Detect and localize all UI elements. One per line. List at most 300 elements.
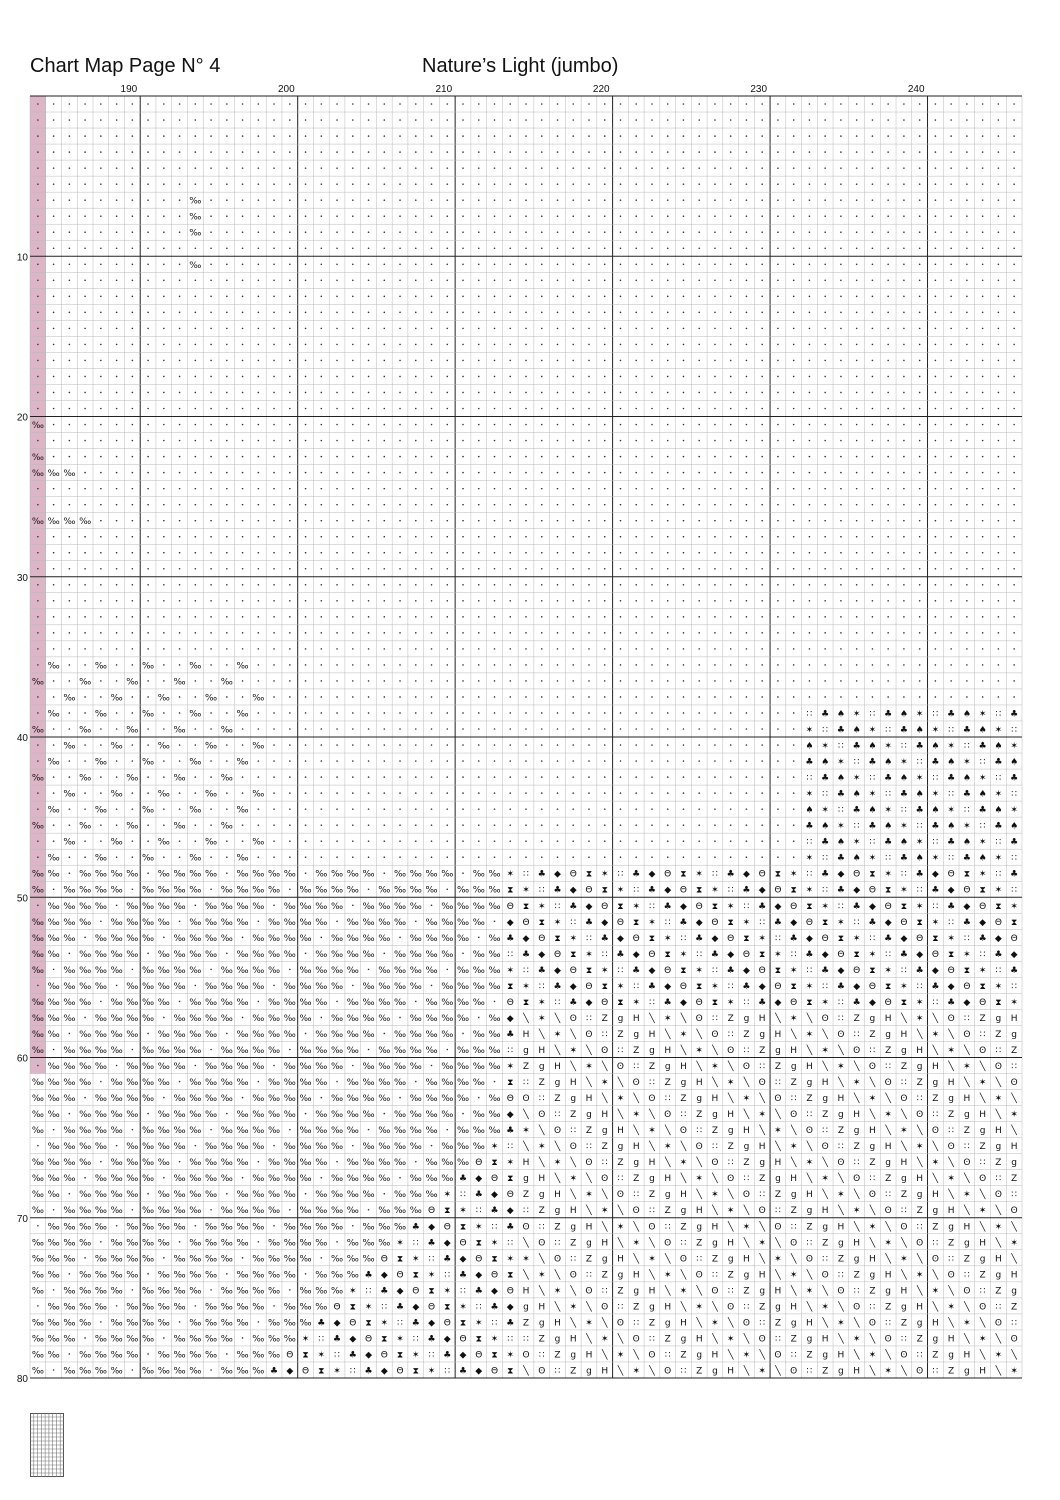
cell-symbol: ‰ — [94, 1142, 107, 1153]
cell-symbol: ‰ — [252, 1126, 265, 1137]
cell-symbol: ‰ — [189, 661, 202, 672]
cell-symbol: ╲ — [995, 1078, 1002, 1089]
cell-symbol: ╲ — [539, 1126, 545, 1137]
cell-dot — [966, 584, 968, 586]
cell-dot — [966, 536, 968, 538]
cell-dot — [336, 728, 338, 730]
cell-dot — [37, 328, 39, 330]
cell-dot — [714, 456, 716, 458]
cell-dot — [462, 424, 464, 426]
cell-symbol: ╲ — [586, 1206, 592, 1217]
cell-dot — [998, 103, 1000, 105]
cell-symbol: ╲ — [743, 1078, 750, 1089]
cell-symbol: ‰ — [79, 965, 92, 976]
cell-dot — [525, 616, 527, 618]
cell-symbol: ‰ — [346, 1110, 359, 1121]
cell-dot — [856, 183, 858, 185]
cell-symbol: ╲ — [790, 1286, 797, 1297]
cell-dot — [305, 151, 307, 153]
cell-symbol: ◆ — [459, 1254, 467, 1265]
cell-dot — [509, 568, 511, 570]
cell-symbol: ✶ — [963, 821, 971, 832]
cell-dot — [399, 536, 401, 538]
cell-dot — [935, 183, 937, 185]
cell-dot — [809, 328, 811, 330]
cell-dot — [1013, 520, 1015, 522]
cell-symbol: ✶ — [837, 917, 845, 928]
cell-dot — [950, 135, 952, 137]
cell-dot — [714, 215, 716, 217]
cell-symbol: ∷ — [759, 1318, 766, 1329]
cell-dot — [242, 568, 244, 570]
cell-dot — [1013, 119, 1015, 121]
cell-symbol: ∷ — [712, 1013, 718, 1024]
cell-dot — [919, 247, 921, 249]
cell-dot — [100, 840, 102, 842]
cell-symbol: ✶ — [789, 965, 798, 976]
cell-dot — [258, 920, 260, 922]
cell-dot — [431, 616, 433, 618]
cell-symbol: ∷ — [995, 1174, 1002, 1185]
cell-dot — [478, 616, 480, 618]
cell-symbol: g — [743, 1270, 750, 1281]
cell-symbol: ʘ — [805, 1126, 813, 1137]
cell-dot — [383, 792, 385, 794]
cell-dot — [446, 616, 448, 618]
cell-dot — [446, 376, 448, 378]
cell-dot — [179, 312, 181, 314]
cell-symbol: ‰ — [236, 965, 249, 976]
cell-symbol: ✶ — [585, 1318, 593, 1329]
cell-dot — [714, 696, 716, 698]
cell-dot — [494, 824, 496, 826]
cell-dot — [730, 440, 732, 442]
cell-symbol: ‰ — [425, 965, 438, 976]
cell-symbol: ‰ — [126, 901, 139, 912]
cell-symbol: ‰ — [189, 933, 202, 944]
cell-dot — [321, 696, 323, 698]
cell-dot — [777, 808, 779, 810]
cell-dot — [714, 744, 716, 746]
cell-symbol: Θ — [664, 965, 672, 976]
cell-dot — [226, 1353, 228, 1355]
cell-symbol: Θ — [774, 981, 782, 992]
cell-dot — [195, 440, 197, 442]
cell-dot — [557, 183, 559, 185]
cell-symbol: ⧗ — [538, 917, 545, 928]
cell-dot — [683, 552, 685, 554]
cell-symbol: ‰ — [252, 789, 265, 800]
cell-symbol: ╲ — [885, 1126, 891, 1137]
cell-symbol: ʘ — [774, 1094, 782, 1105]
cell-dot — [116, 760, 118, 762]
cell-dot — [383, 680, 385, 682]
cell-symbol: ╲ — [539, 1029, 545, 1040]
cell-symbol: ‰ — [283, 1302, 296, 1313]
cell-dot — [289, 247, 291, 249]
cell-dot — [635, 344, 637, 346]
cell-dot — [494, 632, 496, 634]
cell-dot — [1013, 135, 1015, 137]
cell-dot — [935, 600, 937, 602]
cell-dot — [635, 744, 637, 746]
cell-symbol: ‰ — [157, 1302, 170, 1313]
cell-dot — [289, 328, 291, 330]
cell-dot — [541, 680, 543, 682]
cell-symbol: ♣ — [317, 1318, 326, 1329]
cell-dot — [289, 584, 291, 586]
cell-symbol: ╲ — [838, 1206, 844, 1217]
cell-dot — [132, 536, 134, 538]
cell-dot — [258, 600, 260, 602]
cell-dot — [305, 520, 307, 522]
cell-dot — [651, 215, 653, 217]
cell-dot — [383, 199, 385, 201]
cell-dot — [273, 119, 275, 121]
cell-dot — [572, 632, 574, 634]
cell-symbol: ✶ — [821, 901, 829, 912]
cell-dot — [777, 632, 779, 634]
cell-dot — [226, 263, 228, 265]
cell-symbol: ‰ — [47, 1334, 60, 1345]
cell-dot — [368, 792, 370, 794]
cell-symbol: ◆ — [963, 901, 971, 912]
cell-symbol: ‰ — [142, 853, 155, 864]
cell-dot — [446, 360, 448, 362]
cell-dot — [667, 600, 669, 602]
cell-dot — [840, 568, 842, 570]
cell-symbol: ◆ — [821, 949, 829, 960]
cell-symbol: g — [869, 1013, 876, 1024]
cell-symbol: ✶ — [679, 1158, 688, 1169]
cell-symbol: ✶ — [726, 1206, 735, 1217]
cell-symbol: g — [680, 1334, 687, 1345]
cell-symbol: ‰ — [173, 1302, 186, 1313]
cell-symbol: H — [758, 1013, 766, 1024]
cell-dot — [856, 328, 858, 330]
cell-symbol: ‰ — [142, 1062, 155, 1073]
cell-dot — [478, 648, 480, 650]
cell-symbol: ∷ — [916, 981, 923, 992]
cell-symbol: ╲ — [948, 1158, 954, 1169]
cell-symbol: ✶ — [805, 981, 814, 992]
cell-dot — [698, 408, 700, 410]
cell-symbol: ╲ — [995, 1238, 1002, 1249]
cell-symbol: ‰ — [283, 1174, 296, 1185]
cell-symbol: ∷ — [586, 933, 592, 944]
cell-dot — [321, 296, 323, 298]
cell-dot — [966, 472, 968, 474]
cell-symbol: ‰ — [409, 885, 422, 896]
cell-symbol: ∷ — [869, 773, 876, 784]
cell-symbol: ‰ — [252, 1334, 265, 1345]
cell-symbol: ⧗ — [995, 997, 1002, 1008]
cell-symbol: ♣ — [1010, 773, 1019, 784]
cell-symbol: ✶ — [632, 1110, 640, 1121]
cell-dot — [588, 183, 590, 185]
cell-dot — [903, 408, 905, 410]
cell-dot — [100, 392, 102, 394]
cell-dot — [431, 840, 433, 842]
cell-dot — [950, 392, 952, 394]
cell-dot — [651, 231, 653, 233]
cell-dot — [809, 103, 811, 105]
cell-symbol: ∷ — [397, 1318, 403, 1329]
cell-symbol: ∷ — [570, 1126, 577, 1137]
cell-symbol: ✶ — [963, 1062, 971, 1073]
cell-dot — [525, 840, 527, 842]
cell-dot — [761, 792, 763, 794]
cell-symbol: H — [522, 1158, 530, 1169]
cell-dot — [761, 856, 763, 858]
cell-symbol: ‰ — [31, 1254, 44, 1265]
cell-dot — [698, 215, 700, 217]
cell-dot — [998, 616, 1000, 618]
cell-symbol: ‰ — [488, 1094, 501, 1105]
cell-dot — [651, 360, 653, 362]
cell-dot — [541, 360, 543, 362]
cell-symbol: ╲ — [554, 1045, 561, 1056]
cell-dot — [824, 312, 826, 314]
cell-dot — [163, 504, 165, 506]
cell-symbol: ✶ — [915, 837, 924, 848]
cell-dot — [258, 231, 260, 233]
cell-symbol: ‰ — [31, 1158, 44, 1169]
cell-symbol: H — [695, 1078, 703, 1089]
cell-symbol: ‰ — [409, 949, 422, 960]
cell-symbol: Z — [680, 1222, 687, 1233]
cell-symbol: Θ — [459, 1334, 467, 1345]
cell-dot — [226, 504, 228, 506]
cell-symbol: Z — [932, 1350, 939, 1361]
cell-symbol: ‰ — [236, 1286, 249, 1297]
cell-dot — [982, 680, 984, 682]
cell-dot — [777, 648, 779, 650]
cell-dot — [761, 456, 763, 458]
cell-symbol: ◆ — [837, 869, 845, 880]
cell-dot — [746, 183, 748, 185]
cell-dot — [667, 696, 669, 698]
cell-symbol: ‰ — [79, 901, 92, 912]
cell-symbol: ⧗ — [680, 869, 687, 880]
cell-dot — [887, 648, 889, 650]
cell-symbol: ‰ — [378, 1238, 391, 1249]
cell-dot — [179, 664, 181, 666]
cell-dot — [887, 312, 889, 314]
cell-symbol: ╲ — [602, 1222, 608, 1233]
cell-symbol: ‰ — [126, 1190, 139, 1201]
cell-dot — [37, 856, 39, 858]
cell-symbol: ‰ — [189, 1174, 202, 1185]
cell-dot — [667, 360, 669, 362]
cell-dot — [761, 648, 763, 650]
cell-symbol: ◆ — [506, 1013, 514, 1024]
cell-symbol: ♠ — [931, 741, 940, 752]
cell-symbol: ‰ — [157, 837, 170, 848]
cell-symbol: ╲ — [680, 1174, 687, 1185]
cell-symbol: ✶ — [947, 933, 955, 944]
cell-dot — [53, 680, 55, 682]
cell-symbol: ‰ — [456, 1013, 470, 1024]
cell-dot — [667, 344, 669, 346]
cell-dot — [840, 488, 842, 490]
cell-dot — [541, 584, 543, 586]
cell-symbol: H — [758, 1142, 766, 1153]
cell-symbol: ∷ — [775, 1334, 781, 1345]
cell-symbol: ∷ — [916, 1222, 923, 1233]
cell-symbol: ∷ — [806, 869, 813, 880]
cell-dot — [368, 824, 370, 826]
cell-symbol: ✶ — [742, 917, 751, 928]
cell-dot — [966, 263, 968, 265]
cell-dot — [620, 568, 622, 570]
cell-symbol: ♣ — [868, 917, 877, 928]
cell-symbol: ‰ — [110, 1045, 123, 1056]
cell-symbol: Z — [743, 1029, 750, 1040]
cell-dot — [572, 792, 574, 794]
cell-dot — [242, 488, 244, 490]
cell-dot — [572, 600, 574, 602]
cell-symbol: Z — [538, 1206, 545, 1217]
cell-dot — [478, 937, 480, 939]
cell-dot — [100, 199, 102, 201]
cell-dot — [698, 247, 700, 249]
cell-dot — [321, 199, 323, 201]
cell-dot — [446, 728, 448, 730]
cell-dot — [856, 536, 858, 538]
cell-dot — [195, 488, 197, 490]
cell-dot — [100, 552, 102, 554]
cell-dot — [415, 840, 417, 842]
cell-dot — [966, 632, 968, 634]
cell-symbol: ʘ — [679, 1126, 688, 1137]
cell-symbol: ✶ — [852, 709, 861, 720]
cell-dot — [793, 456, 795, 458]
cell-dot — [525, 792, 527, 794]
cell-symbol: g — [932, 1334, 939, 1345]
cell-symbol: ‰ — [47, 869, 60, 880]
cell-symbol: g — [649, 1045, 655, 1056]
cell-dot — [793, 744, 795, 746]
cell-dot — [399, 408, 401, 410]
cell-symbol: ‰ — [31, 965, 44, 976]
cell-dot — [242, 1017, 244, 1019]
cell-symbol: ╲ — [822, 1286, 828, 1297]
cell-dot — [163, 247, 165, 249]
cell-symbol: ╲ — [586, 1302, 592, 1313]
cell-symbol: ‰ — [252, 949, 265, 960]
cell-symbol: Z — [774, 1062, 782, 1073]
cell-symbol: ♠ — [836, 837, 845, 848]
cell-symbol: Θ — [364, 1334, 373, 1345]
cell-symbol: ‰ — [205, 1013, 218, 1024]
cell-dot — [840, 312, 842, 314]
cell-symbol: ‰ — [79, 1142, 92, 1153]
cell-dot — [116, 135, 118, 137]
cell-dot — [588, 712, 590, 714]
cell-dot — [998, 231, 1000, 233]
cell-symbol: ‰ — [252, 1110, 265, 1121]
cell-dot — [195, 840, 197, 842]
cell-dot — [195, 744, 197, 746]
cell-symbol: ╲ — [712, 1206, 718, 1217]
cell-dot — [761, 616, 763, 618]
cell-symbol: ‰ — [189, 1366, 202, 1377]
cell-dot — [210, 296, 212, 298]
cell-dot — [69, 600, 71, 602]
cell-dot — [305, 263, 307, 265]
cell-dot — [525, 231, 527, 233]
cell-dot — [667, 584, 669, 586]
cell-dot — [698, 728, 700, 730]
cell-dot — [352, 183, 354, 185]
cell-dot — [116, 824, 118, 826]
cell-dot — [132, 312, 134, 314]
cell-dot — [321, 408, 323, 410]
cell-symbol: ‰ — [79, 1302, 92, 1313]
cell-symbol: ‰ — [31, 773, 44, 784]
cell-symbol: g — [948, 1350, 955, 1361]
cell-dot — [698, 488, 700, 490]
cell-symbol: ‰ — [142, 1013, 155, 1024]
cell-symbol: ♣ — [821, 709, 830, 720]
cell-dot — [998, 632, 1000, 634]
cell-symbol: ‰ — [393, 901, 407, 912]
cell-symbol: ‰ — [472, 1045, 485, 1056]
cell-dot — [651, 856, 653, 858]
cell-dot — [179, 792, 181, 794]
cell-dot — [37, 712, 39, 714]
cell-dot — [69, 1113, 71, 1115]
cell-symbol: ʘ — [522, 1350, 530, 1361]
cell-dot — [37, 183, 39, 185]
cell-dot — [698, 151, 700, 153]
cell-symbol: Θ — [648, 949, 656, 960]
cell-dot — [210, 408, 212, 410]
cell-symbol: ʘ — [679, 1254, 688, 1265]
cell-dot — [84, 856, 86, 858]
cell-dot — [399, 632, 401, 634]
cell-symbol: g — [570, 1094, 577, 1105]
cell-dot — [431, 456, 433, 458]
cell-dot — [950, 536, 952, 538]
cell-dot — [982, 440, 984, 442]
cell-dot — [761, 760, 763, 762]
cell-dot — [289, 312, 291, 314]
cell-dot — [53, 568, 55, 570]
cell-symbol: ‰ — [63, 837, 76, 848]
cell-symbol: ‰ — [220, 1206, 233, 1217]
cell-symbol: ‰ — [220, 981, 233, 992]
cell-symbol: ‰ — [47, 517, 60, 528]
cell-dot — [399, 231, 401, 233]
cell-symbol: ‰ — [94, 1190, 107, 1201]
cell-dot — [509, 808, 511, 810]
cell-dot — [651, 456, 653, 458]
cell-dot — [163, 824, 165, 826]
cell-dot — [698, 424, 700, 426]
cell-symbol: ╲ — [806, 1045, 813, 1056]
cell-symbol: ‰ — [205, 1029, 218, 1040]
cell-dot — [226, 1193, 228, 1195]
cell-symbol: ‰ — [488, 933, 501, 944]
cell-symbol: ◆ — [695, 917, 703, 928]
cell-symbol: ‰ — [220, 1334, 233, 1345]
cell-symbol: ‰ — [189, 917, 202, 928]
cell-dot — [919, 568, 921, 570]
cell-symbol: ʘ — [884, 1334, 892, 1345]
cell-dot — [557, 472, 559, 474]
